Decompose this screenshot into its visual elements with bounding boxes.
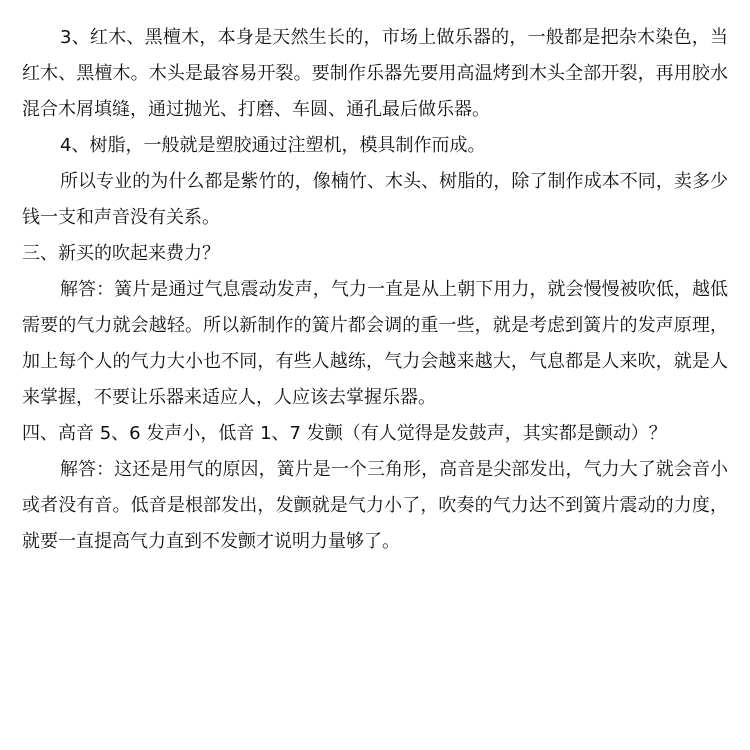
paragraph-item-3-redwood: 3、红木、黑檀木，本身是天然生长的，市场上做乐器的，一般都是把杂木染色，当红木、黑檀木。木头是最容易开裂。要制作乐器先要用高温烤到木头全部开裂，再用胶水混合木屑填缝，通过抛光、打磨、车圆、通孔最后做乐器。: [22, 27, 728, 120]
section-heading-3: 三、新买的吹起来费力？: [22, 243, 220, 264]
section-heading-4: 四、高音 5、6 发声小，低音 1、7 发颤（有人觉得是发鼓声，其实都是颤动）？: [22, 423, 667, 444]
paragraph-answer-3: 解答：簧片是通过气息震动发声，气力一直是从上朝下用力，就会慢慢被吹低，越低需要的气力就会越轻。所以新制作的簧片都会调的重一些，就是考虑到簧片的发声原理，加上每个人的气力大小也不同，有些人越练，气力会越来越大，气息都是人来吹，就是人来掌握，不要让乐器来适应人，人应该去掌握乐器。: [22, 279, 728, 408]
document-page: [22, 20, 728, 560]
paragraph-summary: 所以专业的为什么都是紫竹的，像楠竹、木头、树脂的，除了制作成本不同，卖多少钱一支和声音没有关系。: [22, 171, 728, 228]
paragraph-answer-4: 解答：这还是用气的原因，簧片是一个三角形，高音是尖部发出，气力大了就会音小或者没有音。低音是根部发出，发颤就是气力小了，吹奏的气力达不到簧片震动的力度，就要一直提高气力直到不发颤才说明力量够了。: [22, 459, 728, 552]
paragraph-item-4-resin: 4、树脂，一般就是塑胶通过注塑机，模具制作而成。: [60, 135, 486, 156]
